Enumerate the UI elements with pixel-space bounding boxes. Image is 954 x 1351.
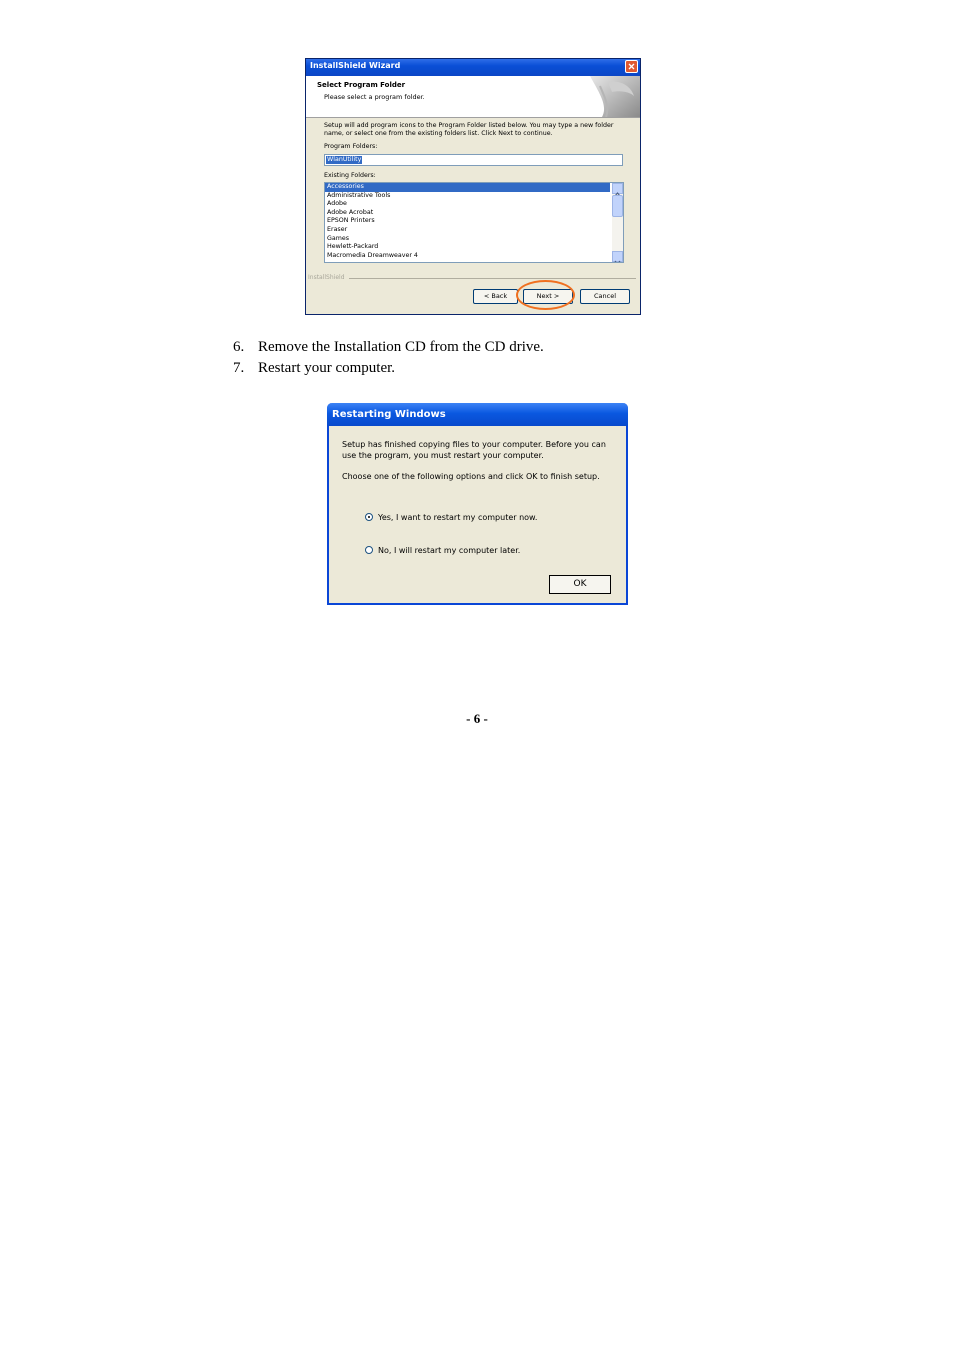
brand-divider	[349, 278, 636, 279]
back-button[interactable]: < Back	[473, 289, 518, 304]
list-scrollbar[interactable]	[612, 183, 623, 262]
step-number: 6.	[233, 339, 245, 355]
radio-restart-now[interactable]	[365, 513, 537, 522]
list-item[interactable]: Administrative Tools	[327, 191, 391, 199]
step-7	[233, 360, 395, 377]
list-item[interactable]: Adobe	[327, 200, 347, 208]
list-item[interactable]: Adobe Acrobat	[327, 208, 374, 216]
list-item[interactable]: Hewlett-Packard	[327, 243, 379, 251]
restart-titlebar	[327, 403, 628, 426]
radio-label: No, I will restart my computer later.	[378, 546, 521, 555]
radio-unselected-icon[interactable]	[365, 546, 373, 554]
wizard-header	[306, 76, 640, 118]
ok-button[interactable]: OK	[549, 575, 611, 594]
list-item[interactable]: Macromedia Dreamweaver 4	[327, 251, 418, 259]
list-item[interactable]: EPSON Printers	[327, 217, 375, 225]
close-icon[interactable]	[625, 60, 638, 73]
wizard-body-text: Setup will add program icons to the Program Folder listed below. You may type a new folder name, or select one from the existing folders list. Click Next to continue.	[324, 122, 614, 137]
restart-title: Restarting Windows	[332, 409, 446, 420]
radio-label: Yes, I want to restart my computer now.	[378, 513, 538, 522]
installshield-graphic-icon	[560, 76, 640, 117]
existing-folders-list[interactable]	[324, 182, 624, 263]
installshield-brand: InstallShield	[308, 274, 345, 281]
list-item[interactable]: Accessories	[325, 183, 610, 192]
installshield-wizard-dialog	[305, 58, 641, 315]
header-title: Select Program Folder	[317, 81, 406, 89]
list-item[interactable]: Games	[327, 234, 350, 242]
restarting-windows-dialog	[327, 403, 628, 605]
next-button[interactable]: Next >	[523, 289, 573, 304]
step-number: 7.	[233, 360, 245, 376]
program-folder-value: WlanUtility	[327, 156, 362, 163]
radio-selected-icon[interactable]	[365, 513, 373, 521]
wizard-title: InstallShield Wizard	[310, 61, 401, 70]
scroll-up-icon[interactable]	[612, 183, 623, 194]
cancel-button[interactable]: Cancel	[580, 289, 630, 304]
restart-message: Setup has finished copying files to your computer. Before you can use the program, you must restart your computer.	[342, 440, 606, 460]
next-button-highlight	[516, 280, 575, 310]
step-6	[233, 339, 544, 356]
program-folder-input[interactable]	[324, 154, 623, 166]
program-folders-label: Program Folders:	[324, 143, 378, 150]
step-text: Remove the Installation CD from the CD drive.	[258, 339, 544, 355]
restart-instruction: Choose one of the following options and click OK to finish setup.	[342, 472, 600, 481]
radio-restart-later[interactable]	[365, 546, 520, 555]
page-number: - 6 -	[466, 711, 488, 726]
header-subtitle: Please select a program folder.	[324, 93, 425, 101]
scroll-down-icon[interactable]	[612, 251, 623, 262]
scroll-thumb[interactable]	[612, 195, 623, 217]
list-item[interactable]: Eraser	[327, 225, 348, 233]
wizard-titlebar	[306, 59, 640, 76]
step-text: Restart your computer.	[258, 360, 396, 376]
existing-folders-label: Existing Folders:	[324, 172, 376, 179]
